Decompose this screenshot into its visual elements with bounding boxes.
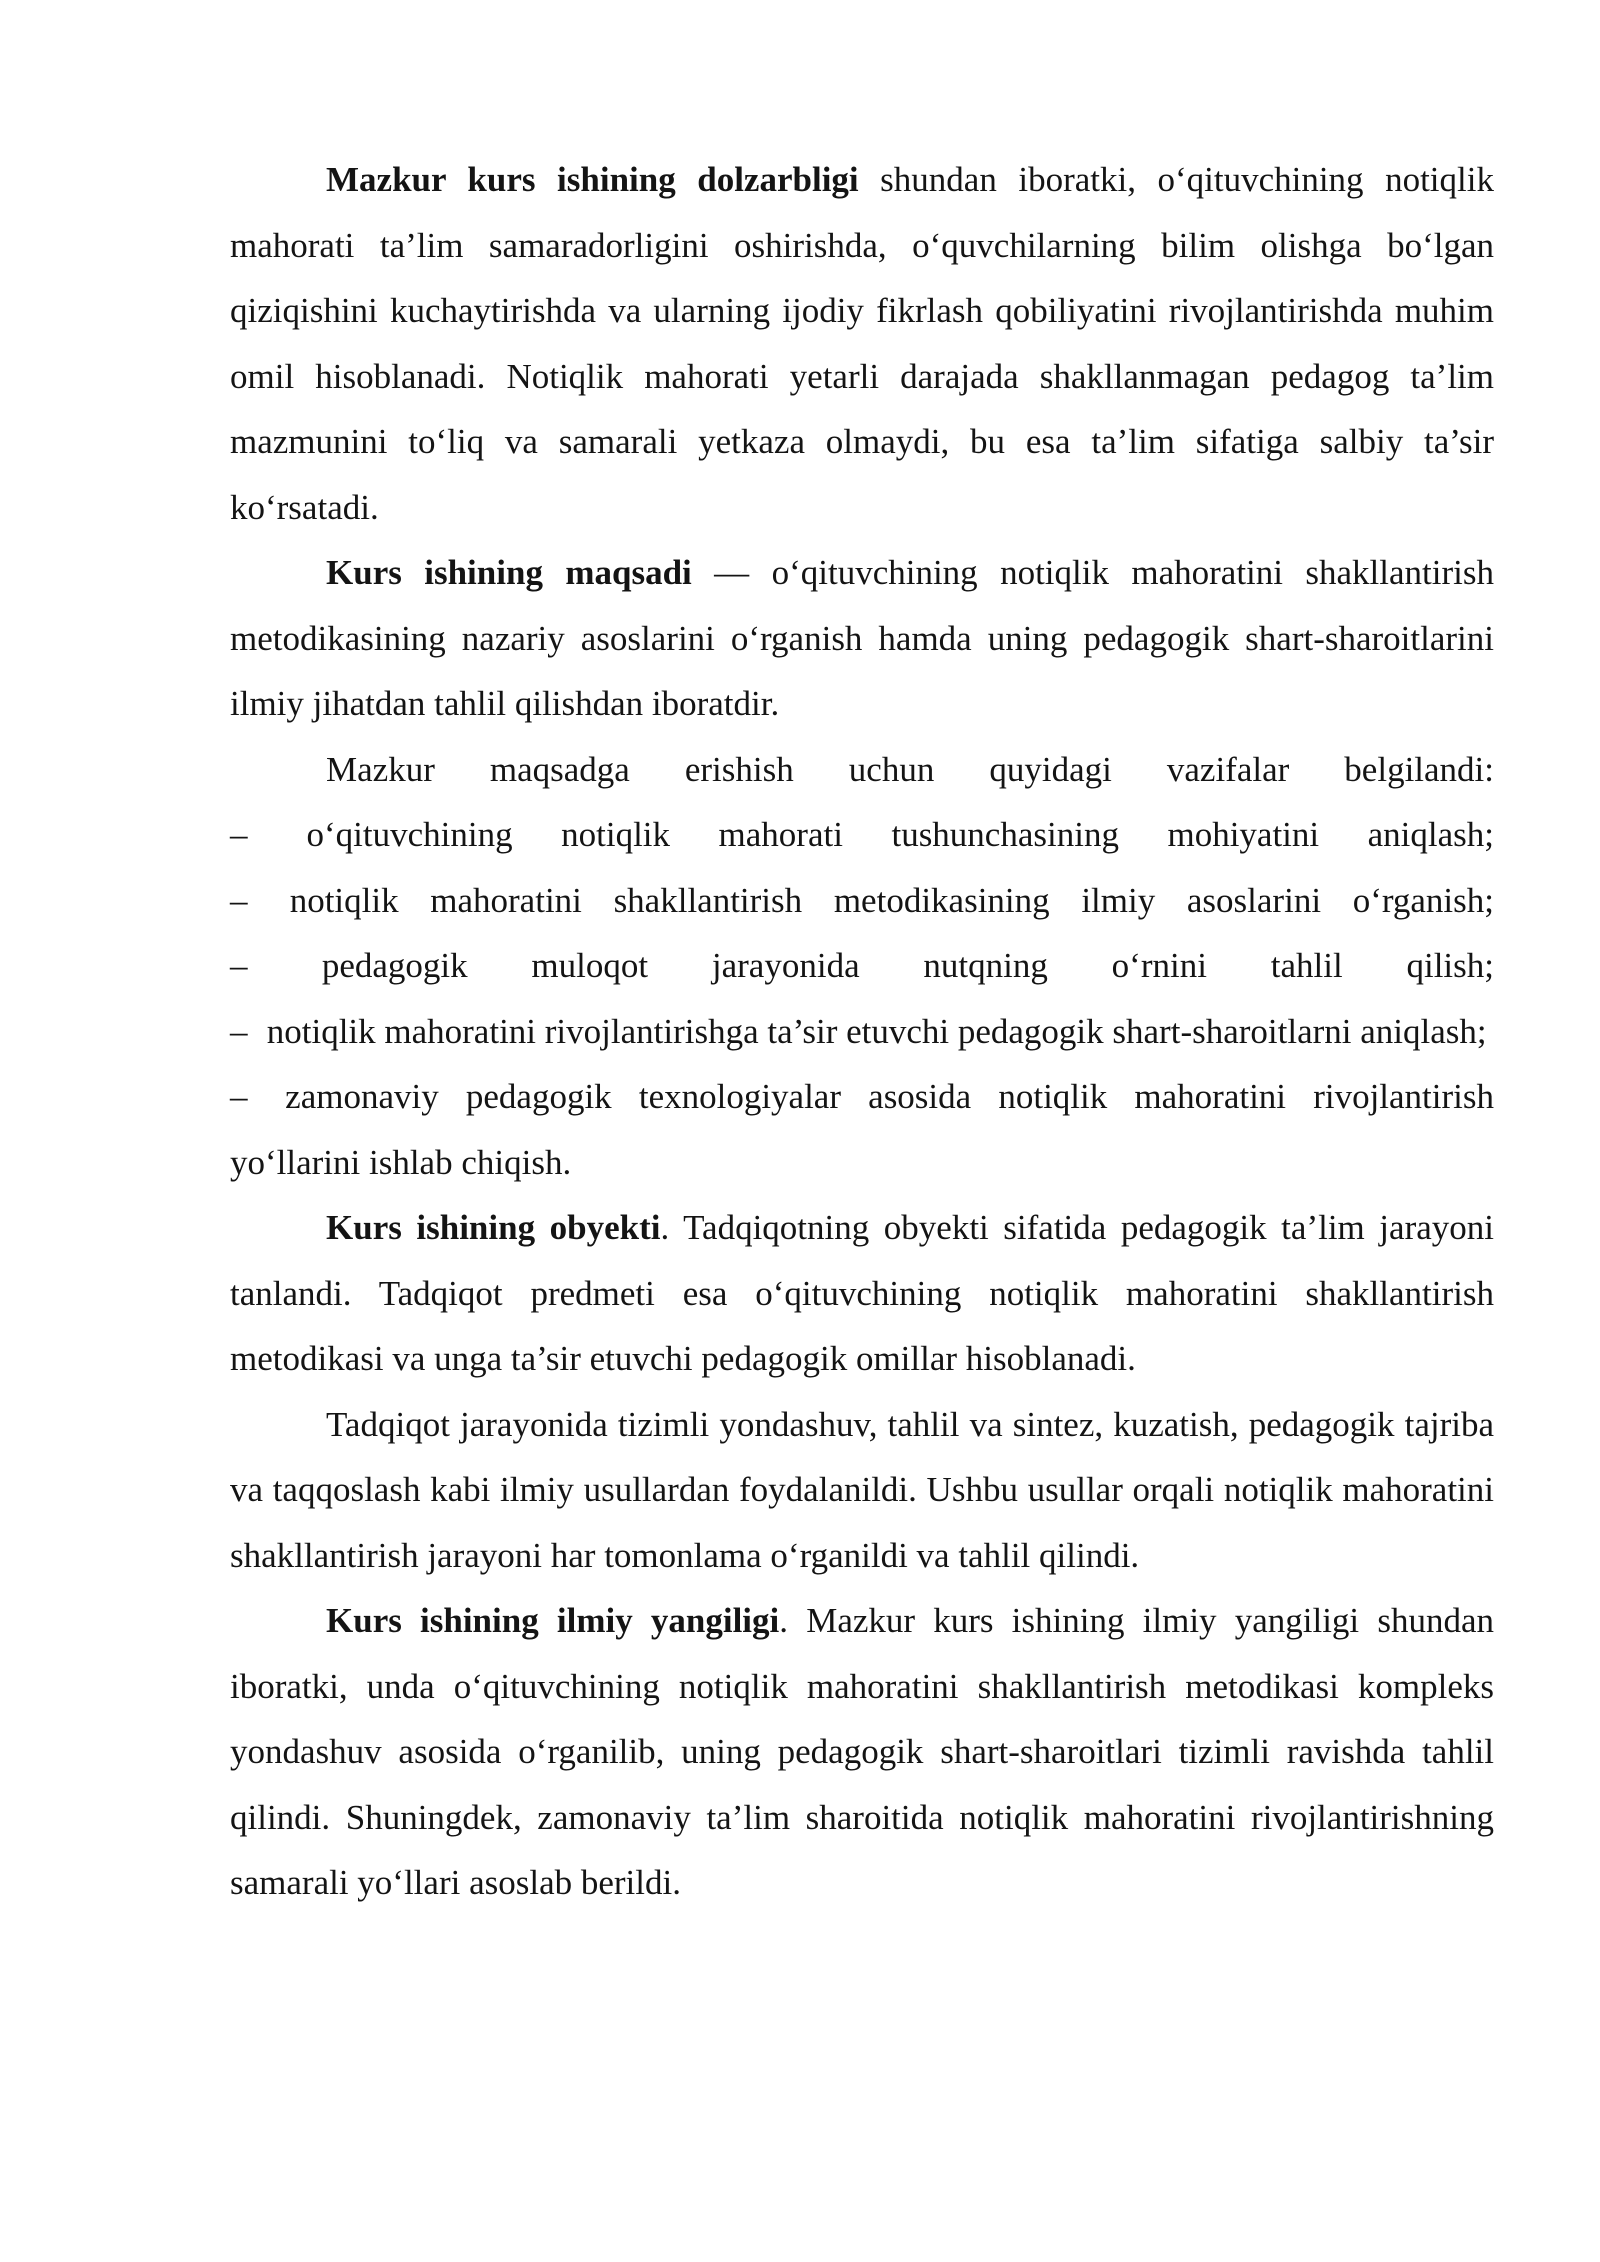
relevance-paragraph xyxy=(230,147,1494,540)
relevance-text: shundan iboratki, o‘qituvchining notiqlik mahorati ta’lim samaradorligini oshirishda, o‘quvchilarning bilim olishga bo‘lgan qiziqishini kuchaytirishda va ularning ijodiy fikrlash qobiliyatini rivojlantirishda muhim omil hisoblanadi. Notiqlik mahorati yetarli darajada shakllanmagan pedagog ta’lim mazmunini to‘liq va samarali yetkaza olmaydi, bu esa ta’lim sifatiga salbiy ta’sir ko‘rsatadi. xyxy=(230,160,1494,527)
goal-heading: Kurs ishining maqsadi xyxy=(326,553,692,592)
task-text: zamonaviy pedagogik texnologiyalar asosida notiqlik mahoratini rivojlantirish yo‘llarini ishlab chiqish. xyxy=(230,1077,1495,1182)
novelty-paragraph xyxy=(230,1588,1494,1916)
task-item xyxy=(230,802,1494,868)
task-text: o‘qituvchining notiqlik mahorati tushunchasining mohiyatini aniqlash; xyxy=(306,815,1495,854)
goal-text: — o‘qituvchining notiqlik mahoratini shakllantirish metodikasining nazariy asoslarini o‘rganish hamda uning pedagogik shart-sharoitlarini ilmiy jihatdan tahlil qilishdan iboratdir. xyxy=(230,553,1494,723)
novelty-heading: Kurs ishining ilmiy yangiligi xyxy=(326,1601,780,1640)
task-text: notiqlik mahoratini shakllantirish metodikasining ilmiy asoslarini o‘rganish; xyxy=(289,880,1495,920)
document-body xyxy=(230,147,1494,1916)
task-text: notiqlik mahoratini rivojlantirishga ta’sir etuvchi pedagogik shart-sharoitlarni aniqlash; xyxy=(266,1011,1487,1051)
task-item xyxy=(230,868,1494,934)
object-paragraph xyxy=(230,1195,1494,1392)
task-item xyxy=(230,933,1494,999)
task-item xyxy=(230,999,1494,1065)
tasks-intro: Mazkur maqsadga erishish uchun quyidagi vazifalar belgilandi: xyxy=(326,749,1494,789)
task-dash: – xyxy=(230,815,248,854)
task-text: pedagogik muloqot jarayonida nutqning o‘rnini tahlil qilish; xyxy=(321,946,1494,985)
object-text: . Tadqiqotning obyekti sifatida pedagogik ta’lim jarayoni tanlandi. Tadqiqot predmeti esa o‘qituvchining notiqlik mahoratini shakllantirish metodikasi va unga ta’sir etuvchi pedagogik omillar hisoblanadi. xyxy=(230,1208,1494,1378)
relevance-heading: Mazkur kurs ishining dolzarbligi xyxy=(326,160,859,199)
task-dash: – xyxy=(230,880,248,920)
object-heading: Kurs ishining obyekti xyxy=(326,1208,661,1247)
goal-paragraph xyxy=(230,540,1494,737)
task-dash: – xyxy=(230,1011,248,1051)
methods-paragraph: Tadqiqot jarayonida tizimli yondashuv, tahlil va sintez, kuzatish, pedagogik tajriba va taqqoslash kabi ilmiy usullardan foydalanildi. Ushbu usullar orqali notiqlik mahoratini shakllantirish jarayoni har tomonlama o‘rganildi va tahlil qilindi. xyxy=(230,1404,1494,1575)
task-dash: – xyxy=(230,946,248,985)
novelty-text: . Mazkur kurs ishining ilmiy yangiligi shundan iboratki, unda o‘qituvchining notiqlik mahoratini shakllantirish metodikasi kompleks yondashuv asosida o‘rganilib, uning pedagogik shart-sharoitlari tizimli ravishda tahlil qilindi. Shuningdek, zamonaviy ta’lim sharoitida notiqlik mahoratini rivojlantirishning samarali yo‘llari asoslab berildi. xyxy=(230,1601,1494,1902)
task-dash: – xyxy=(230,1077,248,1116)
task-item xyxy=(230,1064,1494,1195)
